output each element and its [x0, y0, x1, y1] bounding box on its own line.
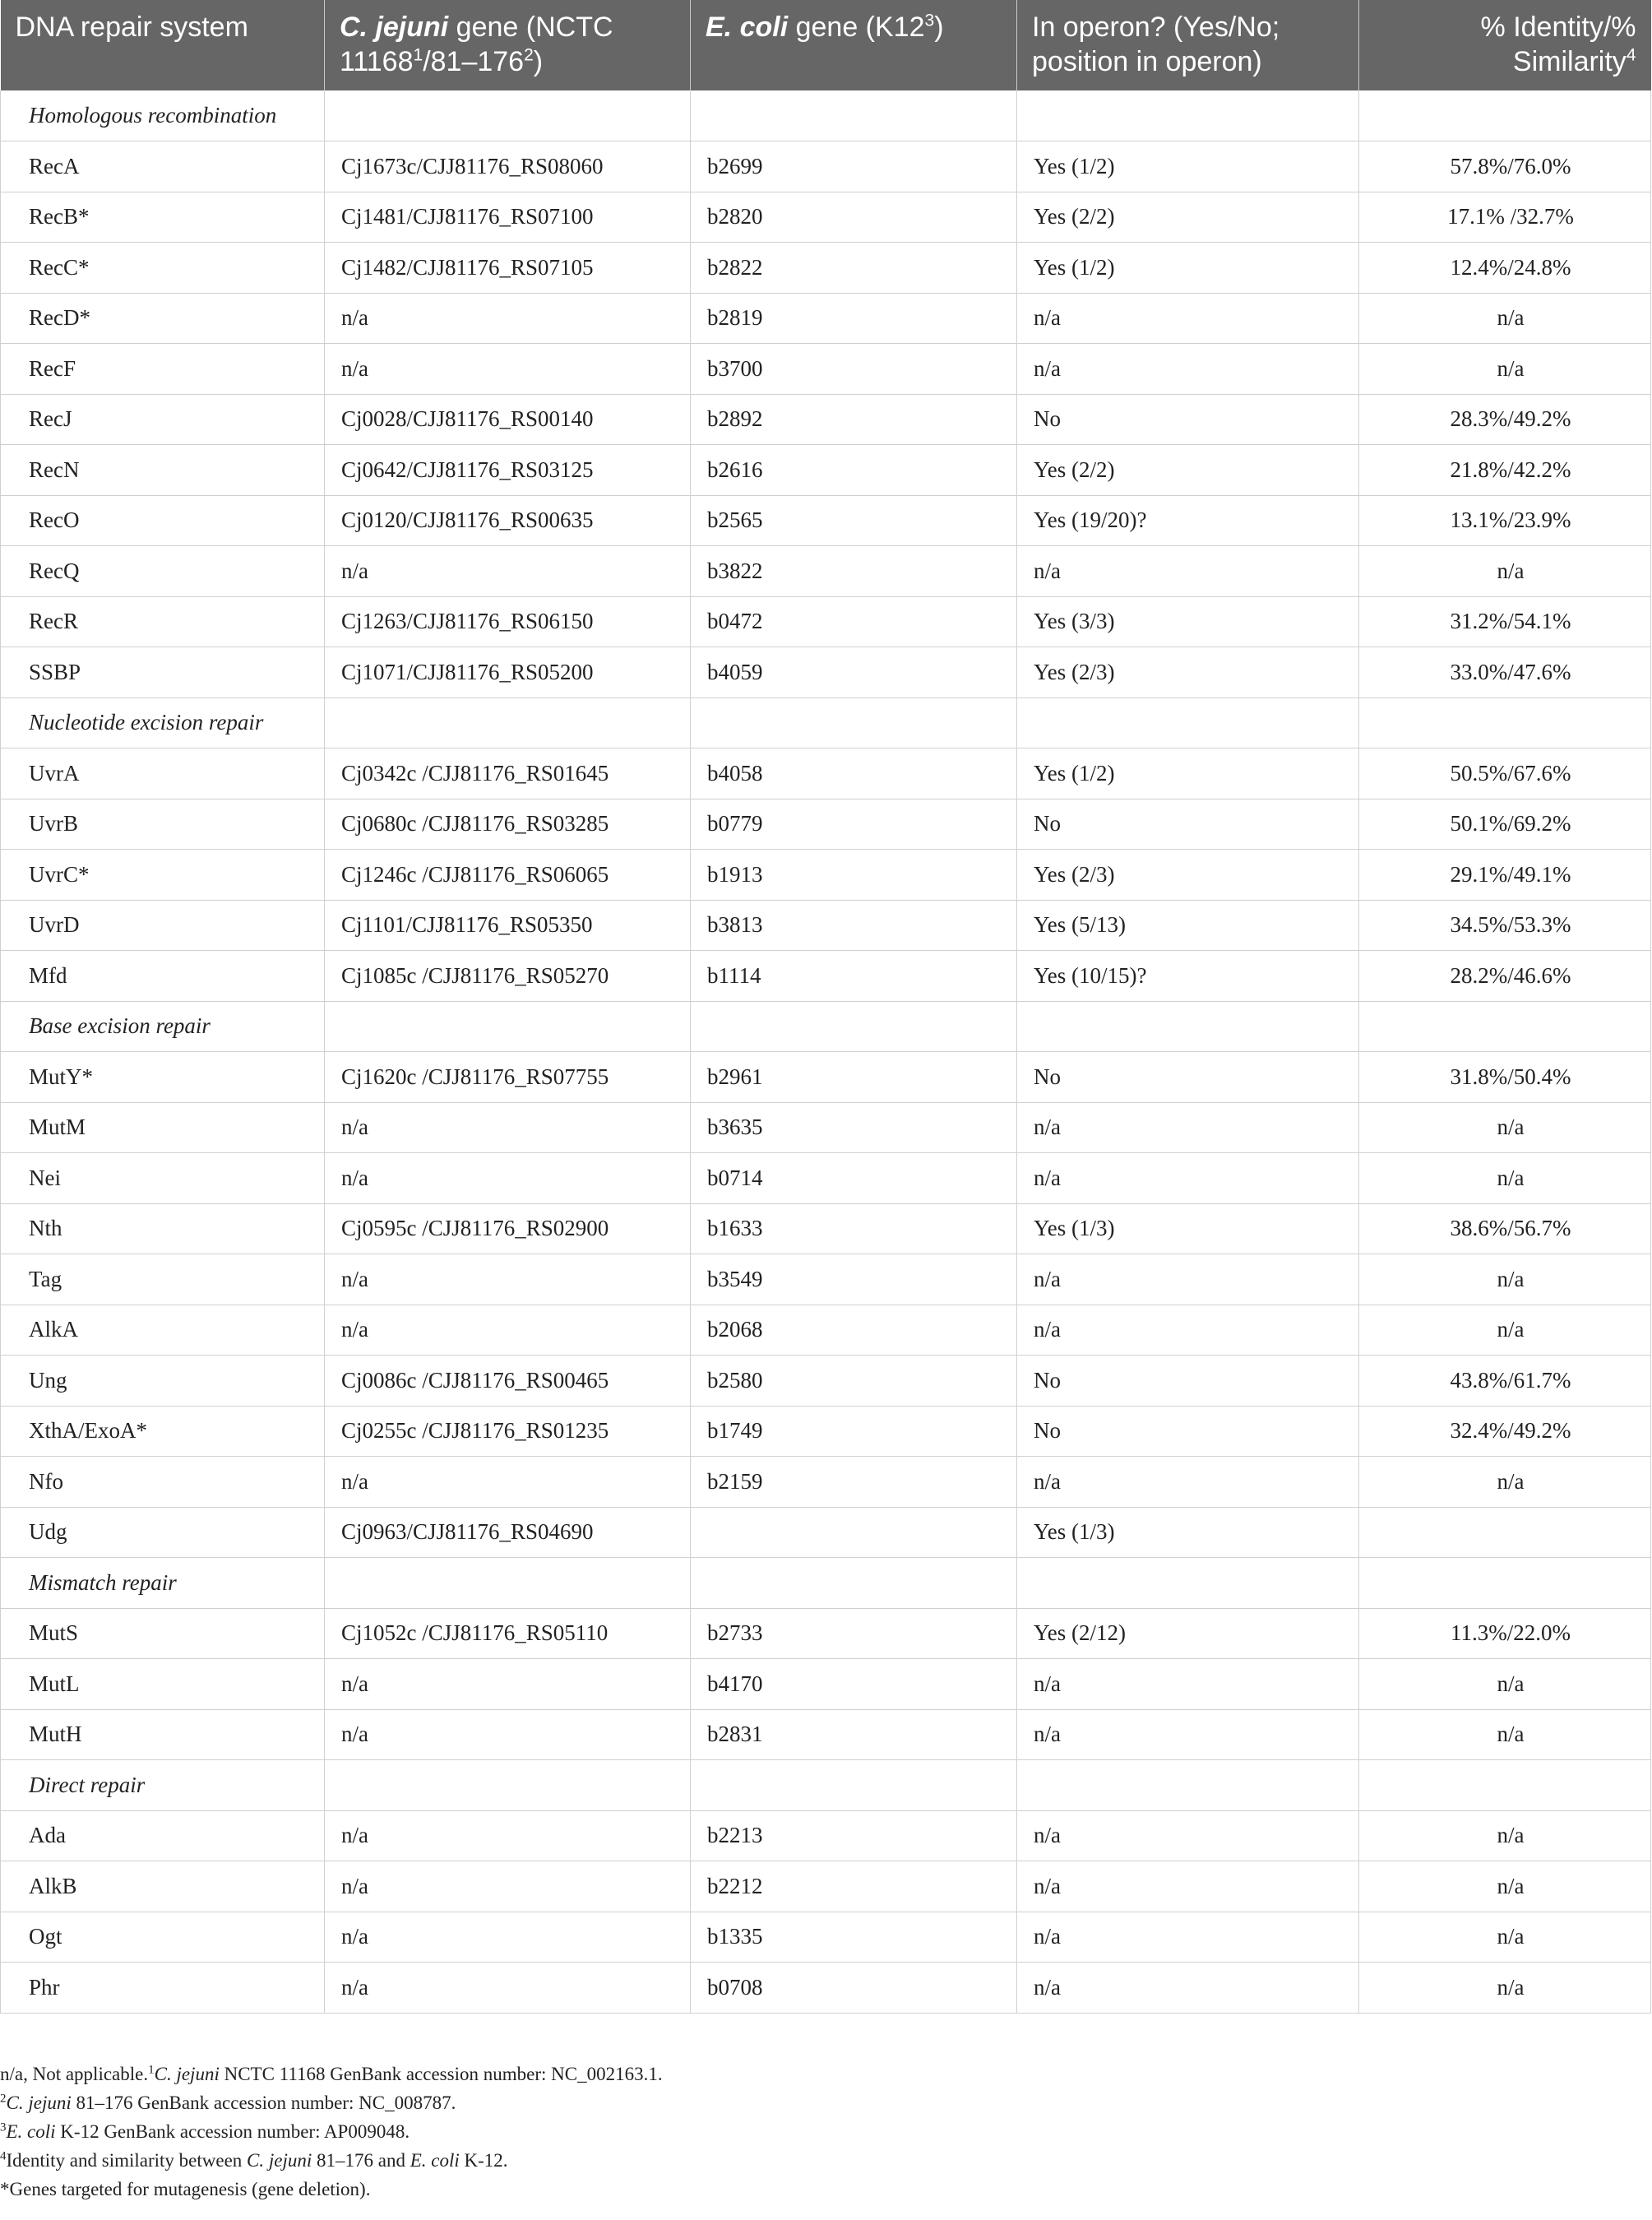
- repair-protein-cell: XthA/ExoA*: [1, 1406, 325, 1457]
- repair-protein-cell: SSBP: [1, 647, 325, 698]
- identity-cell: 43.8%/61.7%: [1359, 1356, 1651, 1407]
- operon-cell: Yes (1/3): [1017, 1507, 1359, 1558]
- operon-cell: No: [1017, 394, 1359, 445]
- table-row: [1, 900, 1651, 951]
- table-row: [1, 1608, 1651, 1659]
- table-row: [1, 596, 1651, 647]
- repair-protein-cell: RecJ: [1, 394, 325, 445]
- identity-cell: n/a: [1359, 1457, 1651, 1508]
- table-row: [1, 1102, 1651, 1153]
- repair-protein-cell: Ung: [1, 1356, 325, 1407]
- ecoli-gene-cell: b3822: [691, 546, 1017, 597]
- table-header: [1, 0, 1651, 90]
- operon-cell: n/a: [1017, 344, 1359, 395]
- cjejuni-gene-cell: Cj0255c /CJJ81176_RS01235: [325, 1406, 691, 1457]
- section-row: [1, 698, 1651, 748]
- ecoli-gene-cell: b4170: [691, 1659, 1017, 1710]
- repair-protein-cell: Mfd: [1, 951, 325, 1002]
- operon-cell: n/a: [1017, 1153, 1359, 1204]
- repair-protein-cell: Ada: [1, 1810, 325, 1861]
- ecoli-gene-cell: b3549: [691, 1254, 1017, 1305]
- table-row: [1, 1254, 1651, 1305]
- ecoli-gene-cell: b2580: [691, 1356, 1017, 1407]
- table-row: [1, 1305, 1651, 1356]
- ecoli-gene-cell: b4059: [691, 647, 1017, 698]
- cjejuni-gene-cell: n/a: [325, 1709, 691, 1760]
- table-row: [1, 1203, 1651, 1254]
- identity-cell: n/a: [1359, 1810, 1651, 1861]
- identity-cell: n/a: [1359, 546, 1651, 597]
- operon-cell: No: [1017, 1052, 1359, 1103]
- footnote-2: $^2$C. jejuni 81–176 GenBank accession number: NC_008787.: [0, 2092, 456, 2113]
- operon-cell: n/a: [1017, 1912, 1359, 1963]
- table-row: [1, 1153, 1651, 1204]
- cjejuni-gene-cell: n/a: [325, 1659, 691, 1710]
- cjejuni-gene-cell: Cj0680c /CJJ81176_RS03285: [325, 799, 691, 850]
- repair-protein-cell: RecD*: [1, 293, 325, 344]
- repair-protein-cell: UvrD: [1, 900, 325, 951]
- table-footnotes: [0, 2060, 1645, 2204]
- empty-cell: [1017, 1001, 1359, 1052]
- section-row: [1, 1001, 1651, 1052]
- table-row: [1, 1052, 1651, 1103]
- cjejuni-gene-cell: Cj0342c /CJJ81176_RS01645: [325, 748, 691, 799]
- ecoli-gene-cell: b2616: [691, 445, 1017, 496]
- cjejuni-gene-cell: n/a: [325, 1861, 691, 1912]
- table-row: [1, 495, 1651, 546]
- repair-protein-cell: Tag: [1, 1254, 325, 1305]
- ecoli-gene-cell: b2213: [691, 1810, 1017, 1861]
- repair-protein-cell: UvrA: [1, 748, 325, 799]
- operon-cell: n/a: [1017, 546, 1359, 597]
- table-row: [1, 647, 1651, 698]
- empty-cell: [325, 1760, 691, 1811]
- footnote-4: $^4$Identity and similarity between C. jejuni 81–176 and E. coli K-12.: [0, 2149, 508, 2171]
- identity-cell: n/a: [1359, 1861, 1651, 1912]
- ecoli-gene-cell: b2820: [691, 192, 1017, 243]
- cjejuni-gene-cell: Cj0086c /CJJ81176_RS00465: [325, 1356, 691, 1407]
- empty-cell: [1359, 1001, 1651, 1052]
- ecoli-gene-cell: b2565: [691, 495, 1017, 546]
- repair-protein-cell: MutH: [1, 1709, 325, 1760]
- identity-cell: n/a: [1359, 1254, 1651, 1305]
- cjejuni-gene-cell: Cj0963/CJJ81176_RS04690: [325, 1507, 691, 1558]
- cjejuni-gene-cell: n/a: [325, 293, 691, 344]
- repair-protein-cell: Nei: [1, 1153, 325, 1204]
- table-row: [1, 1963, 1651, 2014]
- operon-cell: Yes (1/3): [1017, 1203, 1359, 1254]
- table-row: [1, 192, 1651, 243]
- table-row: [1, 1912, 1651, 1963]
- empty-cell: [325, 90, 691, 141]
- section-row: [1, 1558, 1651, 1609]
- empty-cell: [1359, 90, 1651, 141]
- identity-cell: 29.1%/49.1%: [1359, 850, 1651, 901]
- ecoli-gene-cell: b1633: [691, 1203, 1017, 1254]
- cjejuni-gene-cell: Cj0028/CJJ81176_RS00140: [325, 394, 691, 445]
- table-row: [1, 141, 1651, 192]
- table-row: [1, 850, 1651, 901]
- empty-cell: [691, 1558, 1017, 1609]
- empty-cell: [325, 1001, 691, 1052]
- cjejuni-gene-cell: n/a: [325, 546, 691, 597]
- repair-protein-cell: AlkA: [1, 1305, 325, 1356]
- footnote-5: *Genes targeted for mutagenesis (gene deletion).: [0, 2179, 371, 2199]
- operon-cell: Yes (1/2): [1017, 141, 1359, 192]
- empty-cell: [1359, 698, 1651, 748]
- empty-cell: [1359, 1558, 1651, 1609]
- repair-protein-cell: RecB*: [1, 192, 325, 243]
- operon-cell: n/a: [1017, 1810, 1359, 1861]
- operon-cell: n/a: [1017, 293, 1359, 344]
- empty-cell: [1017, 1558, 1359, 1609]
- cjejuni-gene-cell: Cj1482/CJJ81176_RS07105: [325, 243, 691, 294]
- identity-cell: n/a: [1359, 1709, 1651, 1760]
- cjejuni-gene-cell: n/a: [325, 1102, 691, 1153]
- ecoli-gene-cell: b3635: [691, 1102, 1017, 1153]
- empty-cell: [325, 698, 691, 748]
- table-row: [1, 951, 1651, 1002]
- section-label: Nucleotide excision repair: [1, 698, 325, 748]
- table-row: [1, 445, 1651, 496]
- header-in-operon: In operon? (Yes/No; position in operon): [1017, 0, 1359, 90]
- ecoli-gene-cell: b2831: [691, 1709, 1017, 1760]
- operon-cell: No: [1017, 1356, 1359, 1407]
- table-row: [1, 1810, 1651, 1861]
- identity-cell: n/a: [1359, 344, 1651, 395]
- operon-cell: n/a: [1017, 1659, 1359, 1710]
- table-row: [1, 1457, 1651, 1508]
- table-row: [1, 1709, 1651, 1760]
- ecoli-gene-cell: b2068: [691, 1305, 1017, 1356]
- identity-cell: [1359, 1507, 1651, 1558]
- header-identity-similarity: % Identity/% Similarity$^4$: [1359, 0, 1651, 90]
- identity-cell: n/a: [1359, 293, 1651, 344]
- table-row: [1, 293, 1651, 344]
- table-row: [1, 1356, 1651, 1407]
- ecoli-gene-cell: b0472: [691, 596, 1017, 647]
- cjejuni-gene-cell: n/a: [325, 1153, 691, 1204]
- table-row: [1, 344, 1651, 395]
- operon-cell: n/a: [1017, 1709, 1359, 1760]
- table-row: [1, 546, 1651, 597]
- identity-cell: 38.6%/56.7%: [1359, 1203, 1651, 1254]
- operon-cell: n/a: [1017, 1305, 1359, 1356]
- identity-cell: n/a: [1359, 1912, 1651, 1963]
- repair-protein-cell: AlkB: [1, 1861, 325, 1912]
- operon-cell: n/a: [1017, 1102, 1359, 1153]
- cjejuni-gene-cell: n/a: [325, 344, 691, 395]
- operon-cell: n/a: [1017, 1963, 1359, 2014]
- repair-protein-cell: Udg: [1, 1507, 325, 1558]
- table-row: [1, 1659, 1651, 1710]
- table-row: [1, 243, 1651, 294]
- ecoli-gene-cell: b2212: [691, 1861, 1017, 1912]
- identity-cell: 28.2%/46.6%: [1359, 951, 1651, 1002]
- operon-cell: Yes (3/3): [1017, 596, 1359, 647]
- section-row: [1, 1760, 1651, 1811]
- empty-cell: [1017, 1760, 1359, 1811]
- empty-cell: [1017, 90, 1359, 141]
- cjejuni-gene-cell: n/a: [325, 1963, 691, 2014]
- operon-cell: n/a: [1017, 1254, 1359, 1305]
- ecoli-gene-cell: b2159: [691, 1457, 1017, 1508]
- operon-cell: Yes (1/2): [1017, 243, 1359, 294]
- empty-cell: [691, 1760, 1017, 1811]
- repair-protein-cell: RecQ: [1, 546, 325, 597]
- cjejuni-gene-cell: Cj1101/CJJ81176_RS05350: [325, 900, 691, 951]
- identity-cell: n/a: [1359, 1305, 1651, 1356]
- identity-cell: 31.8%/50.4%: [1359, 1052, 1651, 1103]
- identity-cell: 28.3%/49.2%: [1359, 394, 1651, 445]
- repair-protein-cell: Nfo: [1, 1457, 325, 1508]
- identity-cell: n/a: [1359, 1153, 1651, 1204]
- table-row: [1, 1406, 1651, 1457]
- section-label: Base excision repair: [1, 1001, 325, 1052]
- identity-cell: 33.0%/47.6%: [1359, 647, 1651, 698]
- table-body: [1, 90, 1651, 2013]
- repair-protein-cell: MutM: [1, 1102, 325, 1153]
- identity-cell: n/a: [1359, 1659, 1651, 1710]
- operon-cell: Yes (19/20)?: [1017, 495, 1359, 546]
- empty-cell: [325, 1558, 691, 1609]
- repair-protein-cell: Nth: [1, 1203, 325, 1254]
- section-label: Homologous recombination: [1, 90, 325, 141]
- section-label: Mismatch repair: [1, 1558, 325, 1609]
- operon-cell: n/a: [1017, 1457, 1359, 1508]
- operon-cell: Yes (2/2): [1017, 192, 1359, 243]
- cjejuni-gene-cell: Cj1246c /CJJ81176_RS06065: [325, 850, 691, 901]
- ecoli-gene-cell: b2733: [691, 1608, 1017, 1659]
- operon-cell: Yes (2/12): [1017, 1608, 1359, 1659]
- footnote-1: n/a, Not applicable.$^1$C. jejuni NCTC 11168 GenBank accession number: NC_002163.1.: [0, 2063, 663, 2084]
- ecoli-gene-cell: b2961: [691, 1052, 1017, 1103]
- cjejuni-gene-cell: n/a: [325, 1254, 691, 1305]
- header-row: [1, 0, 1651, 90]
- repair-protein-cell: MutS: [1, 1608, 325, 1659]
- repair-protein-cell: RecF: [1, 344, 325, 395]
- cjejuni-gene-cell: n/a: [325, 1912, 691, 1963]
- identity-cell: n/a: [1359, 1963, 1651, 2014]
- cjejuni-gene-cell: Cj1263/CJJ81176_RS06150: [325, 596, 691, 647]
- cjejuni-gene-cell: n/a: [325, 1305, 691, 1356]
- cjejuni-gene-cell: n/a: [325, 1810, 691, 1861]
- ecoli-gene-cell: b1913: [691, 850, 1017, 901]
- repair-protein-cell: RecO: [1, 495, 325, 546]
- table-row: [1, 1861, 1651, 1912]
- ecoli-gene-cell: b3813: [691, 900, 1017, 951]
- cjejuni-gene-cell: Cj1481/CJJ81176_RS07100: [325, 192, 691, 243]
- operon-cell: No: [1017, 1406, 1359, 1457]
- operon-cell: Yes (1/2): [1017, 748, 1359, 799]
- cjejuni-gene-cell: Cj1085c /CJJ81176_RS05270: [325, 951, 691, 1002]
- identity-cell: 17.1% /32.7%: [1359, 192, 1651, 243]
- identity-cell: 50.5%/67.6%: [1359, 748, 1651, 799]
- ecoli-gene-cell: b0708: [691, 1963, 1017, 2014]
- ecoli-gene-cell: b0779: [691, 799, 1017, 850]
- repair-protein-cell: RecN: [1, 445, 325, 496]
- ecoli-gene-cell: b0714: [691, 1153, 1017, 1204]
- identity-cell: n/a: [1359, 1102, 1651, 1153]
- cjejuni-gene-cell: Cj1620c /CJJ81176_RS07755: [325, 1052, 691, 1103]
- cjejuni-gene-cell: Cj1673c/CJJ81176_RS08060: [325, 141, 691, 192]
- operon-cell: No: [1017, 799, 1359, 850]
- operon-cell: Yes (2/2): [1017, 445, 1359, 496]
- cjejuni-gene-cell: Cj1052c /CJJ81176_RS05110: [325, 1608, 691, 1659]
- identity-cell: 12.4%/24.8%: [1359, 243, 1651, 294]
- identity-cell: 11.3%/22.0%: [1359, 1608, 1651, 1659]
- table-row: [1, 799, 1651, 850]
- empty-cell: [1017, 698, 1359, 748]
- cjejuni-gene-cell: Cj0595c /CJJ81176_RS02900: [325, 1203, 691, 1254]
- operon-cell: Yes (2/3): [1017, 850, 1359, 901]
- ecoli-gene-cell: b2892: [691, 394, 1017, 445]
- identity-cell: 21.8%/42.2%: [1359, 445, 1651, 496]
- identity-cell: 13.1%/23.9%: [1359, 495, 1651, 546]
- empty-cell: [691, 1001, 1017, 1052]
- identity-cell: 57.8%/76.0%: [1359, 141, 1651, 192]
- repair-protein-cell: MutL: [1, 1659, 325, 1710]
- operon-cell: Yes (2/3): [1017, 647, 1359, 698]
- cjejuni-gene-cell: Cj0642/CJJ81176_RS03125: [325, 445, 691, 496]
- footnote-3: $^3$E. coli K-12 GenBank accession number: AP009048.: [0, 2120, 410, 2142]
- repair-protein-cell: RecA: [1, 141, 325, 192]
- repair-protein-cell: MutY*: [1, 1052, 325, 1103]
- identity-cell: 31.2%/54.1%: [1359, 596, 1651, 647]
- identity-cell: 34.5%/53.3%: [1359, 900, 1651, 951]
- repair-protein-cell: UvrC*: [1, 850, 325, 901]
- empty-cell: [691, 90, 1017, 141]
- ecoli-gene-cell: b3700: [691, 344, 1017, 395]
- table-row: [1, 748, 1651, 799]
- ecoli-gene-cell: b1114: [691, 951, 1017, 1002]
- cjejuni-gene-cell: n/a: [325, 1457, 691, 1508]
- table-row: [1, 1507, 1651, 1558]
- repair-protein-cell: Phr: [1, 1963, 325, 2014]
- operon-cell: Yes (5/13): [1017, 900, 1359, 951]
- repair-protein-cell: RecR: [1, 596, 325, 647]
- ecoli-gene-cell: b2822: [691, 243, 1017, 294]
- repair-protein-cell: Ogt: [1, 1912, 325, 1963]
- section-label: Direct repair: [1, 1760, 325, 1811]
- repair-protein-cell: UvrB: [1, 799, 325, 850]
- identity-cell: 32.4%/49.2%: [1359, 1406, 1651, 1457]
- operon-cell: n/a: [1017, 1861, 1359, 1912]
- ecoli-gene-cell: b1335: [691, 1912, 1017, 1963]
- header-dna-repair-system: DNA repair system: [1, 0, 325, 90]
- cjejuni-gene-cell: Cj0120/CJJ81176_RS00635: [325, 495, 691, 546]
- ecoli-gene-cell: b2819: [691, 293, 1017, 344]
- cjejuni-gene-cell: Cj1071/CJJ81176_RS05200: [325, 647, 691, 698]
- header-cjejuni-gene: C. jejuni gene (NCTC $11168^1/81-176^2$): [325, 0, 691, 90]
- empty-cell: [691, 698, 1017, 748]
- ecoli-gene-cell: b2699: [691, 141, 1017, 192]
- ecoli-gene-cell: b1749: [691, 1406, 1017, 1457]
- operon-cell: Yes (10/15)?: [1017, 951, 1359, 1002]
- ecoli-gene-cell: b4058: [691, 748, 1017, 799]
- empty-cell: [1359, 1760, 1651, 1811]
- ecoli-gene-cell: [691, 1507, 1017, 1558]
- identity-cell: 50.1%/69.2%: [1359, 799, 1651, 850]
- section-row: [1, 90, 1651, 141]
- header-ecoli-gene: E. coli gene $(K12^3)$: [691, 0, 1017, 90]
- repair-protein-cell: RecC*: [1, 243, 325, 294]
- table-row: [1, 394, 1651, 445]
